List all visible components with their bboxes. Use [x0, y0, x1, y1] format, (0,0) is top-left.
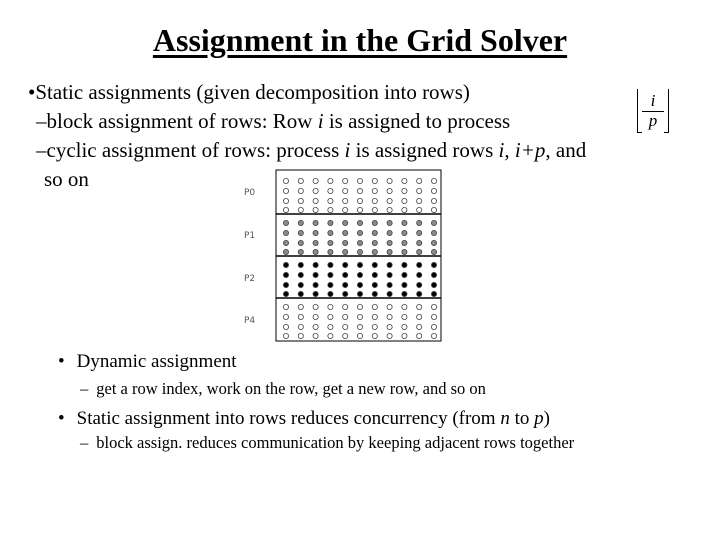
bullet-marker: • — [58, 351, 65, 372]
grid-dot — [417, 249, 422, 254]
grid-dot — [298, 230, 303, 235]
grid-dot — [417, 272, 422, 277]
grid-dot — [387, 304, 392, 309]
grid-dot — [417, 178, 422, 183]
grid-dot — [372, 262, 377, 267]
grid-dot — [372, 249, 377, 254]
grid-dot — [313, 230, 318, 235]
grid-dot — [343, 272, 348, 277]
grid-dot — [343, 249, 348, 254]
grid-dot — [431, 304, 436, 309]
grid-dot — [372, 282, 377, 287]
grid-dot — [298, 314, 303, 319]
bullet-static-assignments — [28, 78, 470, 106]
grid-dot — [283, 324, 288, 329]
grid-dot — [402, 272, 407, 277]
grid-dot — [298, 188, 303, 193]
grid-dot — [357, 304, 362, 309]
grid-dot — [298, 178, 303, 183]
grid-dot — [417, 282, 422, 287]
grid-dot — [417, 333, 422, 338]
grid-dot — [298, 324, 303, 329]
grid-dot — [328, 178, 333, 183]
grid-dot — [343, 333, 348, 338]
sub-block-assignment — [36, 107, 510, 135]
grid-dot — [372, 188, 377, 193]
grid-dot — [402, 282, 407, 287]
grid-dot — [313, 178, 318, 183]
grid-dot — [343, 220, 348, 225]
grid-dot — [343, 230, 348, 235]
grid-dot — [343, 282, 348, 287]
grid-dot — [431, 188, 436, 193]
grid-dot — [372, 272, 377, 277]
sub-dynamic-description — [80, 379, 486, 399]
bullet-static-concurrency — [58, 407, 550, 431]
grid-dot — [357, 249, 362, 254]
grid-dot — [402, 314, 407, 319]
grid-dot — [372, 198, 377, 203]
grid-dot — [387, 333, 392, 338]
slide-title: Assignment in the Grid Solver — [152, 22, 568, 58]
bullet-text: Static assignment into rows reduces concurrency (from — [76, 408, 501, 429]
grid-dot — [343, 207, 348, 212]
grid-dot — [328, 188, 333, 193]
bullet-dynamic-assignment — [58, 350, 237, 374]
grid-dot — [431, 220, 436, 225]
grid-dot — [402, 291, 407, 296]
grid-dot — [283, 291, 288, 296]
grid-dot — [387, 262, 392, 267]
grid-dot — [402, 324, 407, 329]
grid-dot — [372, 324, 377, 329]
dash: – — [36, 109, 47, 133]
dash: – — [36, 138, 47, 162]
grid-dot — [313, 198, 318, 203]
grid-dot — [431, 333, 436, 338]
grid-dot — [298, 207, 303, 212]
grid-dot — [283, 198, 288, 203]
grid-dot — [343, 291, 348, 296]
grid-row-assignment-figure — [240, 168, 445, 344]
grid-dot — [313, 282, 318, 287]
grid-dot — [313, 188, 318, 193]
grid-dot — [402, 198, 407, 203]
grid-dot — [357, 291, 362, 296]
grid-dot — [313, 262, 318, 267]
grid-dot — [402, 304, 407, 309]
grid-dot — [417, 262, 422, 267]
grid-dot — [387, 240, 392, 245]
fraction-numerator: i — [650, 91, 656, 110]
grid-dot — [328, 230, 333, 235]
grid-dot — [402, 230, 407, 235]
grid-dot — [283, 282, 288, 287]
sub-text: , — [504, 138, 515, 162]
grid-dot — [372, 333, 377, 338]
process-label-p2: P2 — [244, 274, 256, 284]
sub-text: cyclic assignment of rows: process — [46, 138, 345, 162]
grid-dot — [357, 230, 362, 235]
grid-dot — [402, 207, 407, 212]
grid-dot — [343, 304, 348, 309]
bullet-marker: • — [28, 80, 36, 104]
var-i: i — [317, 109, 324, 133]
grid-dots — [283, 178, 436, 338]
grid-dot — [417, 198, 422, 203]
grid-dot — [387, 230, 392, 235]
grid-dot — [298, 240, 303, 245]
grid-dot — [283, 304, 288, 309]
process-label-p4: P4 — [244, 316, 256, 326]
grid-dot — [431, 282, 436, 287]
grid-dot — [328, 304, 333, 309]
grid-dot — [328, 207, 333, 212]
dash: – — [80, 379, 89, 398]
grid-dot — [431, 272, 436, 277]
grid-dot — [357, 220, 362, 225]
grid-dot — [402, 249, 407, 254]
grid-dot — [417, 230, 422, 235]
grid-dot — [283, 178, 288, 183]
sub-text: is assigned to process — [323, 109, 511, 133]
grid-dot — [387, 178, 392, 183]
sub-text: is assigned rows — [350, 138, 499, 162]
grid-dot — [298, 249, 303, 254]
grid-dot — [283, 262, 288, 267]
var-i: i — [344, 138, 351, 162]
grid-dot — [431, 291, 436, 296]
grid-dot — [343, 262, 348, 267]
grid-dot — [298, 262, 303, 267]
grid-dot — [313, 240, 318, 245]
grid-dot — [417, 314, 422, 319]
grid-dot — [313, 207, 318, 212]
grid-dot — [431, 198, 436, 203]
grid-dot — [431, 230, 436, 235]
sub-cyclic-assignment — [36, 136, 586, 164]
grid-dot — [298, 220, 303, 225]
grid-dot — [283, 272, 288, 277]
grid-dot — [283, 333, 288, 338]
bullet-text: to — [509, 408, 535, 429]
grid-dot — [402, 220, 407, 225]
grid-dot — [298, 282, 303, 287]
sub-text: , and — [545, 138, 587, 162]
grid-dot — [417, 291, 422, 296]
grid-dot — [357, 333, 362, 338]
grid-dot — [328, 324, 333, 329]
grid-dot — [357, 188, 362, 193]
grid-dot — [372, 207, 377, 212]
grid-dot — [283, 314, 288, 319]
grid-dot — [402, 262, 407, 267]
grid-dot — [298, 304, 303, 309]
grid-dot — [387, 291, 392, 296]
grid-dot — [402, 178, 407, 183]
var-i: i — [498, 138, 505, 162]
grid-dot — [372, 178, 377, 183]
grid-dot — [431, 178, 436, 183]
grid-dot — [357, 240, 362, 245]
grid-dot — [357, 262, 362, 267]
grid-dot — [313, 249, 318, 254]
grid-dot — [298, 291, 303, 296]
grid-dot — [417, 240, 422, 245]
grid-dot — [372, 291, 377, 296]
grid-dot — [283, 249, 288, 254]
bullet-marker: • — [58, 408, 65, 429]
grid-dot — [402, 188, 407, 193]
grid-dot — [283, 220, 288, 225]
grid-dot — [372, 304, 377, 309]
grid-dot — [328, 240, 333, 245]
grid-dot — [328, 198, 333, 203]
grid-dot — [387, 198, 392, 203]
grid-dot — [372, 314, 377, 319]
grid-dot — [431, 314, 436, 319]
dash: – — [80, 433, 89, 452]
bullet-text: Dynamic assignment — [76, 351, 237, 372]
grid-dot — [357, 207, 362, 212]
var-p: p — [534, 408, 544, 429]
grid-dot — [417, 220, 422, 225]
grid-dot — [298, 198, 303, 203]
grid-dot — [357, 324, 362, 329]
bullet-text: ) — [543, 408, 550, 429]
grid-dot — [328, 333, 333, 338]
grid-dot — [417, 188, 422, 193]
grid-dot — [328, 220, 333, 225]
grid-dot — [343, 240, 348, 245]
grid-dot — [357, 282, 362, 287]
grid-dot — [402, 240, 407, 245]
grid-dot — [283, 240, 288, 245]
grid-dot — [283, 188, 288, 193]
grid-dot — [431, 249, 436, 254]
process-label-p1: P1 — [244, 231, 256, 241]
sub-cyclic-continuation: so on — [44, 167, 89, 191]
grid-dot — [372, 230, 377, 235]
grid-dot — [313, 333, 318, 338]
grid-dot — [402, 333, 407, 338]
grid-dot — [431, 262, 436, 267]
grid-dot — [417, 324, 422, 329]
grid-dot — [387, 314, 392, 319]
fraction-denominator: p — [648, 111, 658, 130]
grid-dot — [357, 314, 362, 319]
grid-dot — [387, 207, 392, 212]
grid-dot — [328, 272, 333, 277]
grid-dot — [431, 207, 436, 212]
grid-dot — [417, 304, 422, 309]
sub-text: get a row index, work on the row, get a new row, and so on — [96, 379, 486, 398]
var-n: n — [500, 408, 510, 429]
grid-dot — [417, 207, 422, 212]
grid-dot — [357, 178, 362, 183]
var-i-plus-p: i+p — [514, 138, 546, 162]
grid-dot — [283, 230, 288, 235]
grid-dot — [328, 249, 333, 254]
grid-dot — [313, 272, 318, 277]
sub-text: block assign. reduces communication by keeping adjacent rows together — [96, 433, 575, 452]
grid-dot — [313, 304, 318, 309]
grid-dot — [431, 324, 436, 329]
grid-dot — [298, 272, 303, 277]
grid-dot — [313, 324, 318, 329]
grid-dot — [387, 249, 392, 254]
grid-dot — [313, 291, 318, 296]
grid-dot — [372, 220, 377, 225]
grid-dot — [343, 314, 348, 319]
grid-dot — [387, 272, 392, 277]
grid-dot — [387, 324, 392, 329]
grid-dot — [372, 240, 377, 245]
grid-dot — [343, 324, 348, 329]
grid-dot — [343, 178, 348, 183]
sub-text: block assignment of rows: Row — [46, 109, 318, 133]
grid-dot — [431, 240, 436, 245]
grid-dot — [328, 282, 333, 287]
grid-dot — [387, 220, 392, 225]
grid-dot — [357, 198, 362, 203]
grid-dot — [298, 333, 303, 338]
grid-dot — [328, 291, 333, 296]
bullet-text: Static assignments (given decomposition into rows) — [35, 80, 470, 104]
grid-dot — [343, 198, 348, 203]
grid-dot — [313, 314, 318, 319]
grid-dot — [328, 314, 333, 319]
grid-dot — [387, 188, 392, 193]
sub-block-communication — [80, 433, 574, 453]
floor-fraction-i-over-p — [637, 89, 669, 133]
grid-dot — [357, 272, 362, 277]
grid-dot — [343, 188, 348, 193]
grid-dot — [283, 207, 288, 212]
grid-dot — [313, 220, 318, 225]
grid-dot — [328, 262, 333, 267]
grid-dot — [387, 282, 392, 287]
process-label-p0: P0 — [244, 188, 256, 198]
